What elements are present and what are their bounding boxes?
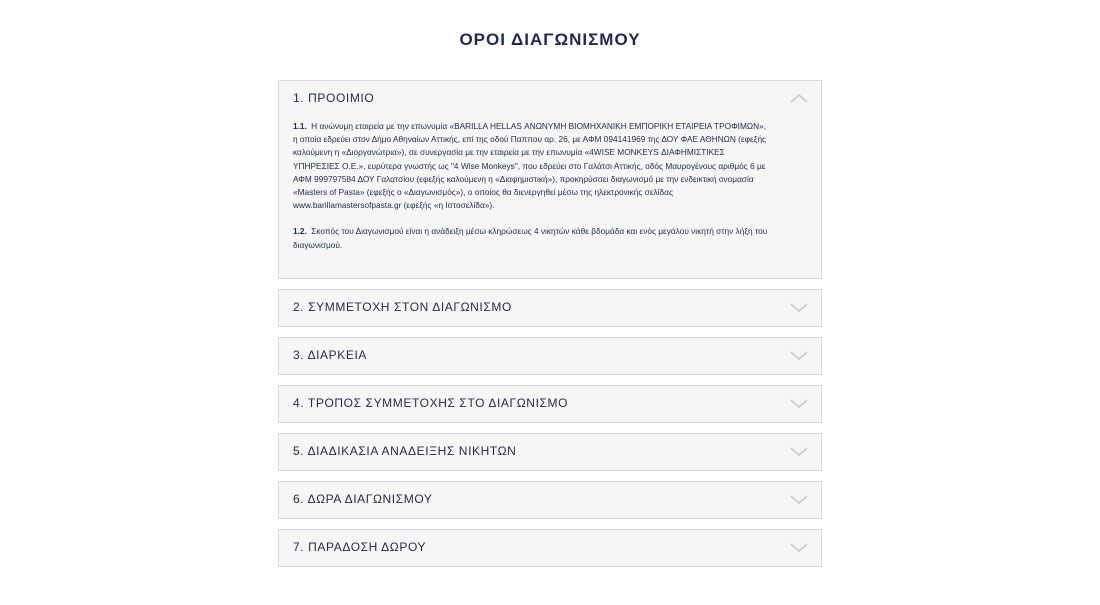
chevron-up-icon[interactable]	[790, 91, 808, 105]
terms-paragraph	[293, 225, 771, 251]
accordion-header-4[interactable]	[279, 386, 821, 422]
paragraph-number: 1.1.	[293, 121, 307, 131]
chevron-down-icon[interactable]	[790, 396, 808, 410]
chevron-down-icon[interactable]	[790, 300, 808, 314]
terms-accordion	[278, 80, 822, 577]
chevron-down-icon[interactable]	[790, 540, 808, 554]
accordion-header-6[interactable]	[279, 482, 821, 518]
chevron-down-icon[interactable]	[790, 492, 808, 506]
section-title: 7. ΠΑΡΑΔΟΣΗ ΔΩΡΟΥ	[293, 539, 427, 554]
section-title: 4. ΤΡΟΠΟΣ ΣΥΜΜΕΤΟΧΗΣ ΣΤΟ ΔΙΑΓΩΝΙΣΜΟ	[293, 395, 569, 410]
chevron-down-icon[interactable]	[790, 444, 808, 458]
accordion-section-4	[278, 385, 822, 423]
terms-paragraph	[293, 120, 771, 212]
section-title: 5. ΔΙΑΔΙΚΑΣΙΑ ΑΝΑΔΕΙΞΗΣ ΝΙΚΗΤΩΝ	[293, 443, 517, 458]
paragraph-number: 1.2.	[293, 226, 307, 237]
accordion-header-1[interactable]	[279, 81, 821, 117]
accordion-section-5	[278, 433, 822, 471]
accordion-section-2	[278, 289, 822, 327]
page-title: ΟΡΟΙ ΔΙΑΓΩΝΙΣΜΟΥ	[459, 30, 641, 49]
section-title: 1. ΠΡΟΟΙΜΙΟ	[293, 91, 375, 105]
accordion-content-1	[279, 117, 821, 278]
accordion-header-7[interactable]	[279, 530, 821, 566]
chevron-down-icon[interactable]	[790, 348, 808, 362]
accordion-section-7	[278, 529, 822, 567]
accordion-header-5[interactable]	[279, 434, 821, 470]
accordion-header-3[interactable]	[279, 338, 821, 374]
accordion-header-2[interactable]	[279, 290, 821, 326]
paragraph-text: Σκοπός του Διαγωνισμού είναι η ανάδειξη μέσω κληρώσεως 4 νικητών κάθε βδομάδα και ενός μεγάλου νικητή στην λήξη του διαγωνισμού.	[293, 226, 768, 250]
accordion-section-1	[278, 80, 822, 279]
section-title: 6. ΔΩΡΑ ΔΙΑΓΩΝΙΣΜΟΥ	[293, 491, 433, 506]
section-title: 2. ΣΥΜΜΕΤΟΧΗ ΣΤΟΝ ΔΙΑΓΩΝΙΣΜΟ	[293, 299, 512, 314]
section-title: 3. ΔΙΑΡΚΕΙΑ	[293, 347, 367, 362]
paragraph-text: Η ανώνυμη εταιρεία με την επωνυμία «BARILLA HELLAS ΑΝΩΝΥΜΗ ΒΙΟΜΗΧΑΝΙΚΗ ΕΜΠΟΡΙΚΗ ΕΤΑΙΡΕΙΑ ΤΡΟΦΙΜΩΝ», η οποία εδρεύει στον Δήμο Αθηναίων Αττικής, επί της οδού Παππου αρ. 26, με ΑΦΜ 094141969 της ΔΟΥ ΦΑΕ ΑΘΗΝΩΝ (εφεξής καλούμενη η «Διοργανώτρια»), σε συνεργασία με την εταιρεία με την επωνυμία «4WISE MONKEYS ΔΙΑΦΗΜΙΣΤΙΚΕΣ ΥΠΗΡΕΣΙΕΣ Ο.Ε.», ευρύτερα γνωστής ως "4 Wise Monkeys", που εδρεύει στο Γαλάτσι Αττικής, οδός Μαυρογένους αριθμός 6 με ΑΦΜ 999797584 ΔΟΥ Γαλατσίου (εφεξής καλούμενη η «Διαφημιστική»), προκηρύσσει διαγωνισμό με την ενδεικτική ονομασία «Masters of Pasta» (εφεξής ο «Διαγωνισμός»), ο οποίος θα διενεργηθεί μέσω της ηλεκτρονικής σελίδας www.barillamastersofpasta.gr (εφεξής «η Ιστοσελίδα»).	[293, 121, 767, 211]
accordion-section-3	[278, 337, 822, 375]
accordion-section-6	[278, 481, 822, 519]
